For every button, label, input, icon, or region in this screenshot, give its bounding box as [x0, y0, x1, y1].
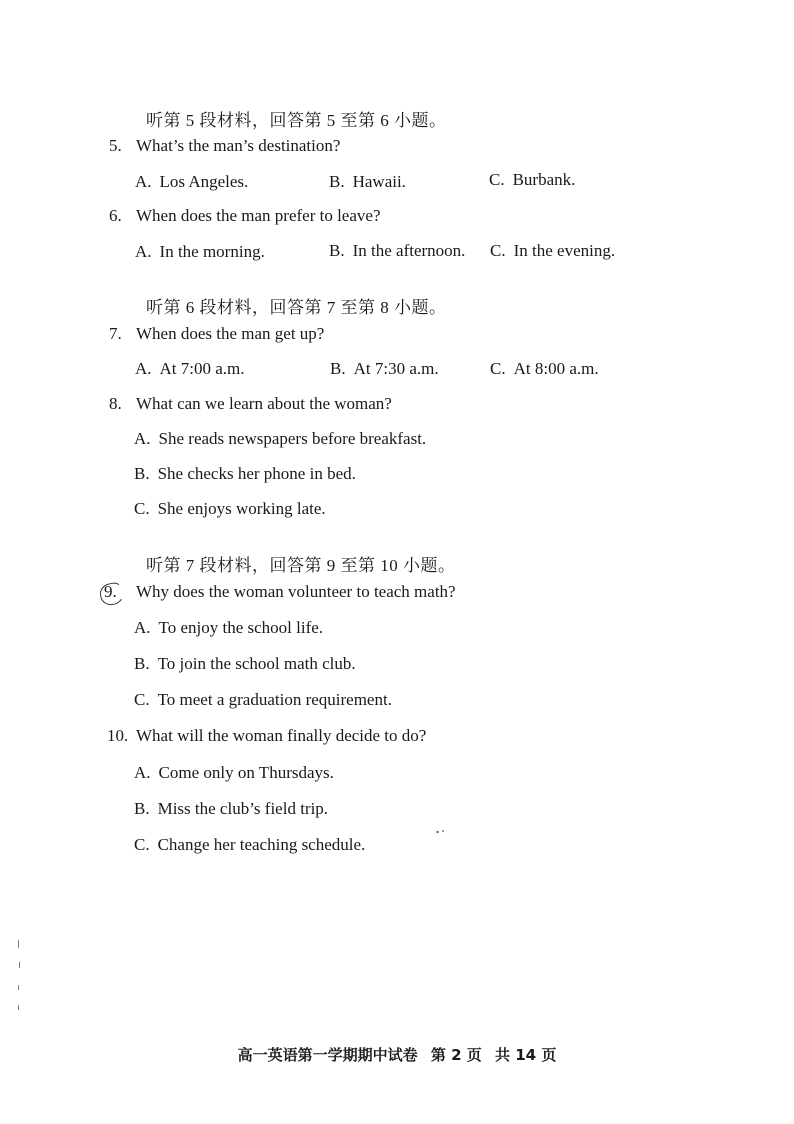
option-letter: C. [490, 359, 506, 378]
option-text: She checks her phone in bed. [157, 464, 356, 483]
question-text: What can we learn about the woman? [136, 394, 392, 413]
option-text: In the afternoon. [352, 241, 466, 260]
footer-total-pages: 共 14 页 [495, 1046, 557, 1064]
option-letter: C. [489, 170, 505, 189]
question-text: Why does the woman volunteer to teach math? [136, 582, 456, 601]
option-b [134, 654, 356, 674]
page-footer [0, 1044, 794, 1065]
option-text: Los Angeles. [159, 172, 249, 191]
question-text: When does the man get up? [136, 324, 325, 343]
option-letter: A. [135, 359, 152, 378]
option-text: In the morning. [159, 242, 265, 261]
option-b [329, 241, 465, 261]
option-letter: C. [490, 241, 506, 260]
section-heading: 听第 6 段材料，回答第 7 至第 8 小题。 [146, 298, 447, 317]
option-a [135, 242, 265, 262]
question-number: 6. [109, 206, 122, 225]
option-c [134, 690, 392, 710]
option-a [134, 618, 323, 638]
option-letter: B. [134, 654, 150, 673]
scan-speck [19, 962, 20, 968]
scan-speck [18, 940, 19, 948]
section-heading: 听第 7 段材料，回答第 9 至第 10 小题。 [146, 556, 456, 575]
option-letter: B. [330, 359, 346, 378]
option-text: To meet a graduation requirement. [157, 690, 392, 709]
option-text: Change her teaching schedule. [157, 835, 366, 854]
option-a [134, 763, 334, 783]
footer-page-number: 第 2 页 [430, 1046, 482, 1064]
option-letter: A. [134, 618, 151, 637]
footer-title: 高一英语第一学期期中试卷 [237, 1046, 418, 1064]
option-text: To enjoy the school life. [158, 618, 324, 637]
question-text: What’s the man’s destination? [136, 136, 341, 155]
option-letter: C. [134, 499, 150, 518]
option-text: At 8:00 a.m. [513, 359, 599, 378]
scan-speck [18, 1005, 19, 1010]
option-text: Miss the club’s field trip. [157, 799, 329, 818]
option-letter: B. [134, 464, 150, 483]
option-text: She enjoys working late. [157, 499, 326, 518]
option-c [490, 359, 599, 379]
option-c [134, 499, 326, 519]
option-text: At 7:30 a.m. [353, 359, 439, 378]
option-text: In the evening. [513, 241, 616, 260]
option-a [134, 429, 426, 449]
option-letter: B. [134, 799, 150, 818]
scan-speck [436, 831, 439, 833]
option-text: Come only on Thursdays. [158, 763, 334, 782]
option-a [135, 172, 248, 192]
question-number: 8. [109, 394, 122, 413]
question-number: 7. [109, 324, 122, 343]
option-text: At 7:00 a.m. [159, 359, 245, 378]
option-letter: B. [329, 241, 345, 260]
question-text: What will the woman finally decide to do? [136, 726, 427, 745]
section-heading: 听第 5 段材料，回答第 5 至第 6 小题。 [146, 111, 447, 130]
option-text: Burbank. [512, 170, 576, 189]
option-letter: C. [134, 835, 150, 854]
scan-speck [18, 985, 19, 990]
option-b [329, 172, 406, 192]
question-number: 5. [109, 136, 122, 155]
option-b [134, 799, 328, 819]
option-a [135, 359, 245, 379]
option-c [489, 170, 575, 190]
option-letter: A. [135, 172, 152, 191]
option-b [134, 464, 356, 484]
option-text: Hawaii. [352, 172, 406, 191]
question-number: 10. [107, 726, 129, 745]
question-number: 9. [104, 582, 117, 601]
option-text: To join the school math club. [157, 654, 356, 673]
option-c [490, 241, 615, 261]
option-letter: A. [134, 763, 151, 782]
option-text: She reads newspapers before breakfast. [158, 429, 427, 448]
option-letter: C. [134, 690, 150, 709]
option-letter: A. [135, 242, 152, 261]
option-c [134, 835, 365, 855]
scan-speck [442, 830, 444, 832]
question-text: When does the man prefer to leave? [136, 206, 381, 225]
option-letter: A. [134, 429, 151, 448]
option-b [330, 359, 439, 379]
option-letter: B. [329, 172, 345, 191]
